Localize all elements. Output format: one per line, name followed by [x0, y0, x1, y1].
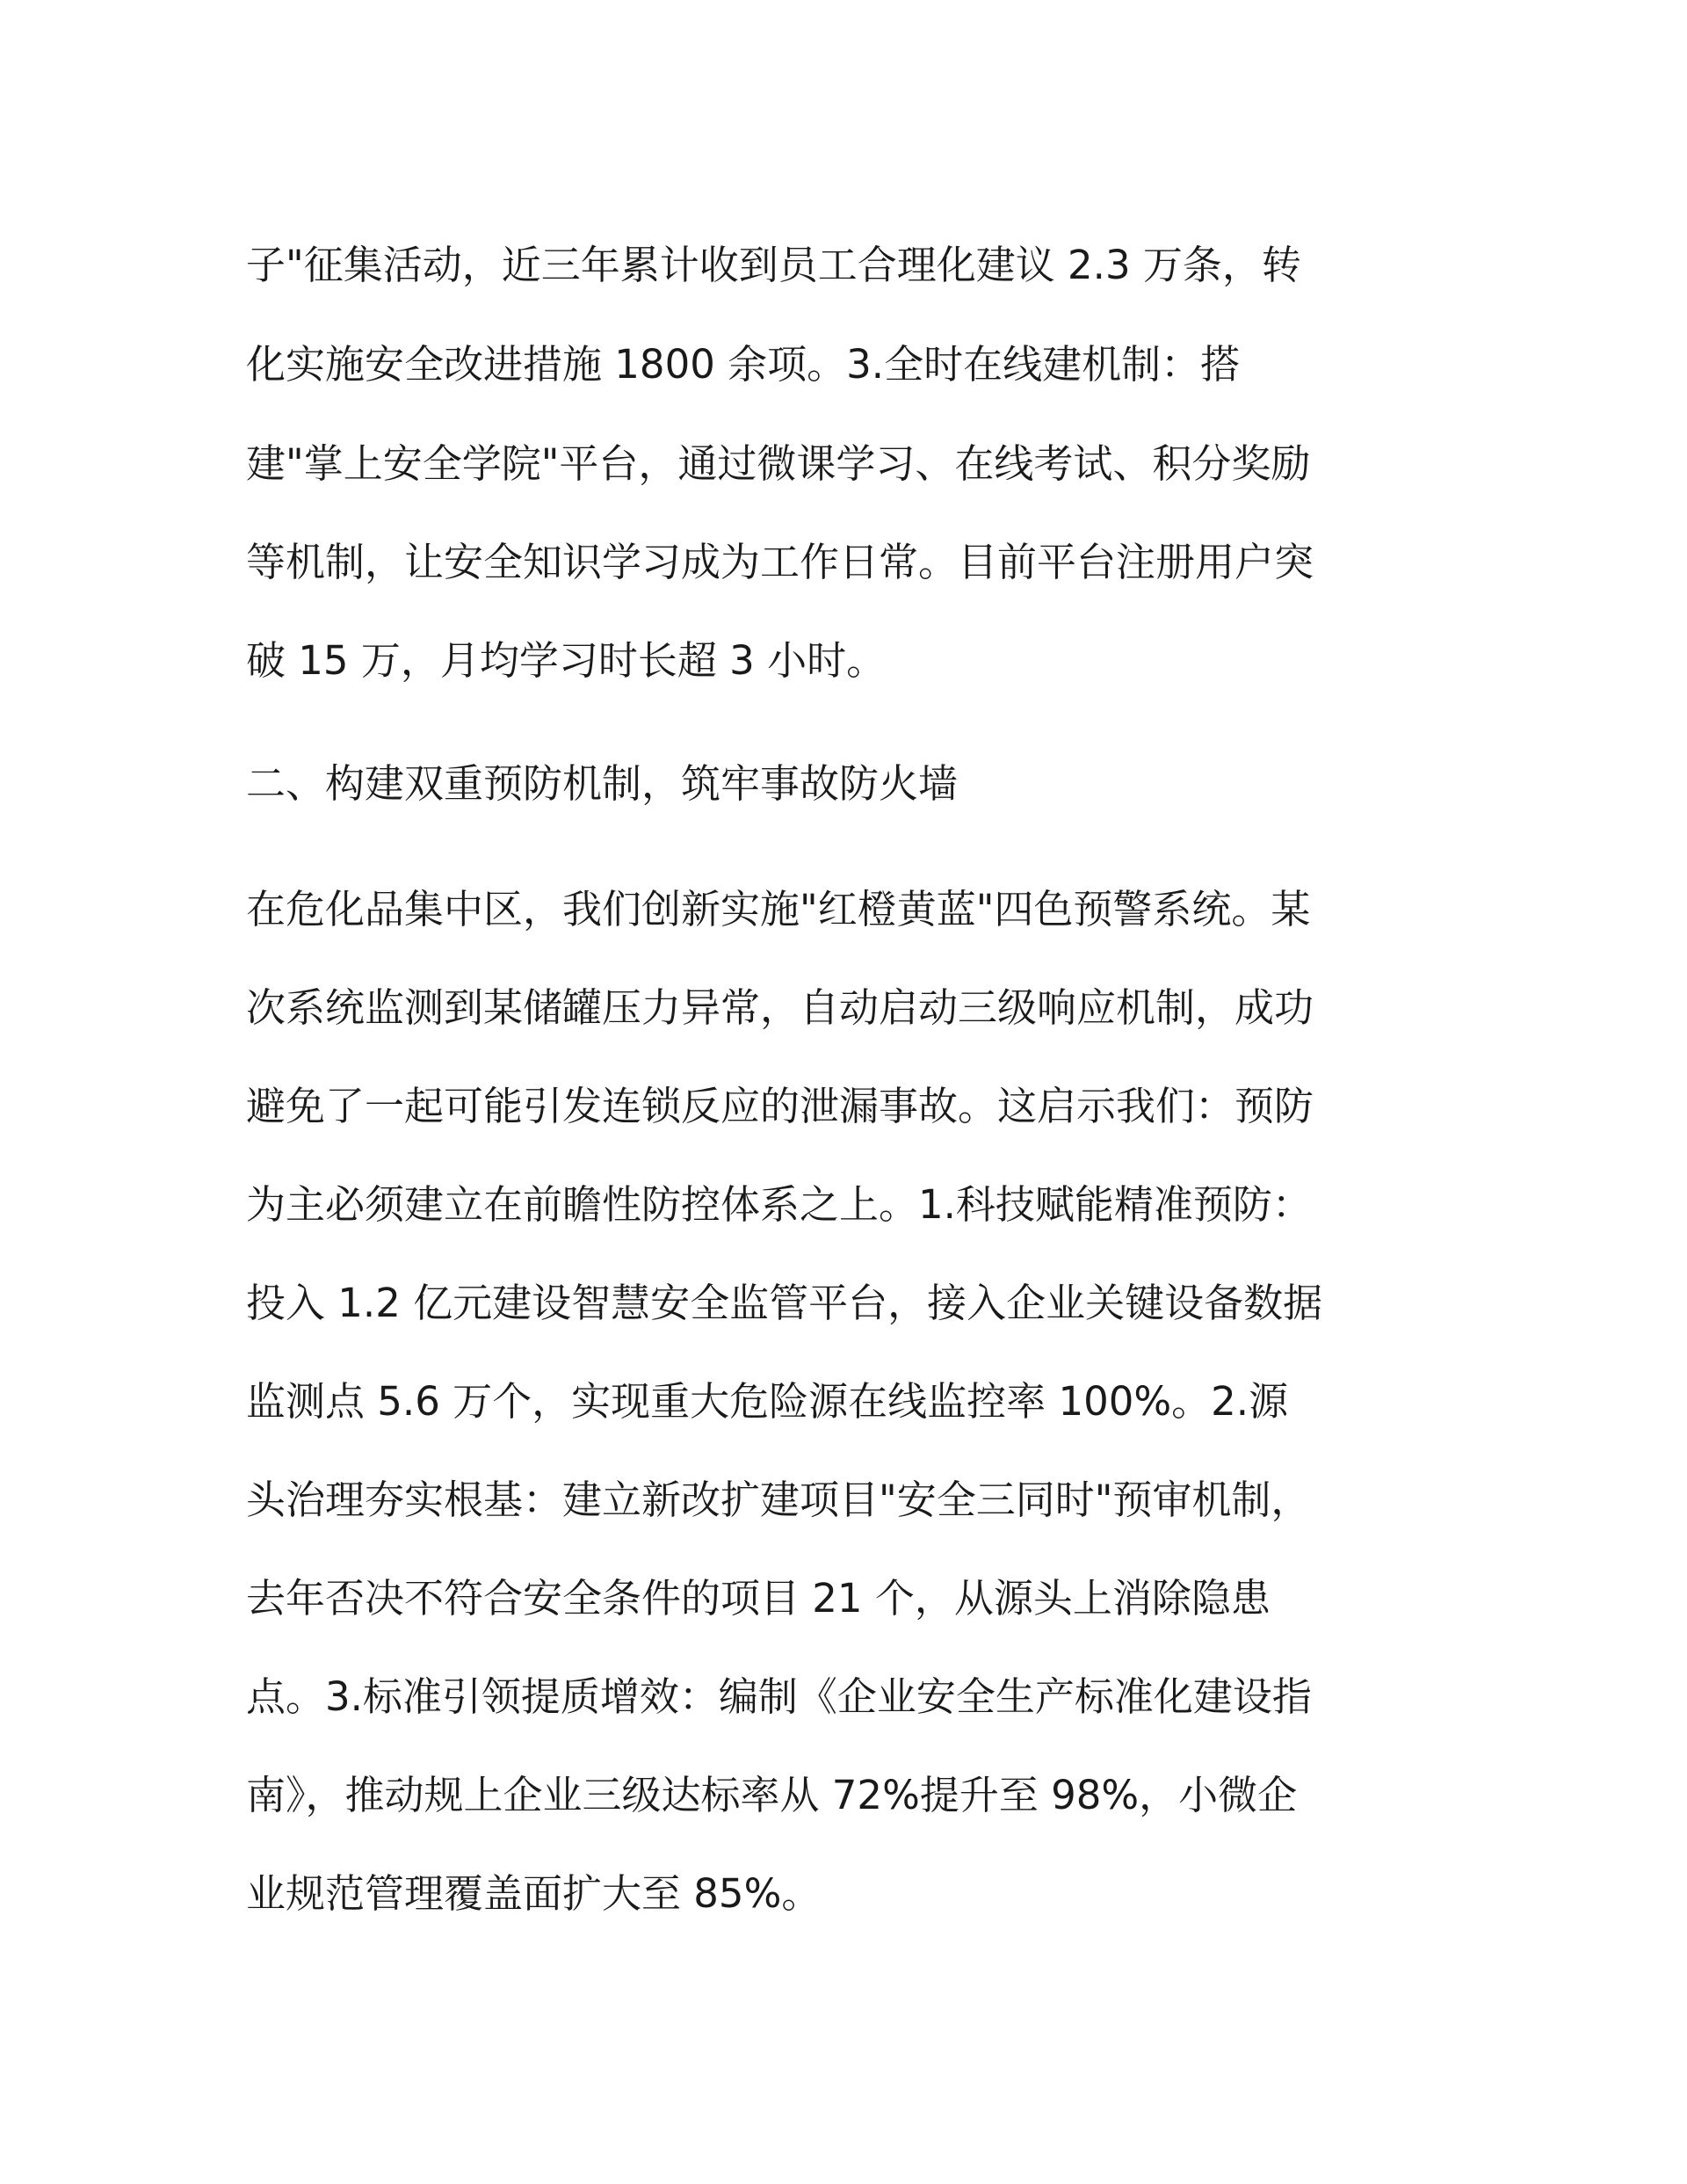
text-line: 业规范管理覆盖面扩大至 85%。	[246, 1870, 822, 1917]
text-line: 监测点 5.6 万个，实现重大危险源在线监控率 100%。2.源	[246, 1378, 1289, 1425]
text-line: 次系统监测到某储罐压力异常，自动启动三级响应机制，成功	[246, 984, 1314, 1031]
text-line: 点。3.标准引领提质增效：编制《企业安全生产标准化建设指	[246, 1673, 1312, 1720]
text-line: 南》，推动规上企业三级达标率从 72%提升至 98%，小微企	[246, 1772, 1298, 1818]
section-heading: 二、构建双重预防机制，筑牢事故防火墙	[246, 760, 959, 807]
text-line: 去年否决不符合安全条件的项目 21 个，从源头上消除隐患	[246, 1575, 1271, 1622]
text-line: 建"掌上安全学院"平台，通过微课学习、在线考试、积分奖励	[246, 440, 1311, 487]
text-line: 投入 1.2 亿元建设智慧安全监管平台，接入企业关键设备数据	[246, 1280, 1323, 1326]
text-line: 在危化品集中区，我们创新实施"红橙黄蓝"四色预警系统。某	[246, 886, 1311, 932]
text-line: 等机制，让安全知识学习成为工作日常。目前平台注册用户突	[246, 539, 1314, 585]
text-line: 破 15 万，月均学习时长超 3 小时。	[246, 637, 887, 684]
text-line: 为主必须建立在前瞻性防控体系之上。1.科技赋能精准预防：	[246, 1181, 1312, 1228]
text-line: 子"征集活动，近三年累计收到员工合理化建议 2.3 万条，转	[246, 242, 1301, 288]
text-line: 头治理夯实根基：建立新改扩建项目"安全三同时"预审机制，	[246, 1477, 1311, 1523]
text-line: 避免了一起可能引发连锁反应的泄漏事故。这启示我们：预防	[246, 1083, 1314, 1129]
text-line: 化实施安全改进措施 1800 余项。3.全时在线建机制：搭	[246, 341, 1241, 388]
